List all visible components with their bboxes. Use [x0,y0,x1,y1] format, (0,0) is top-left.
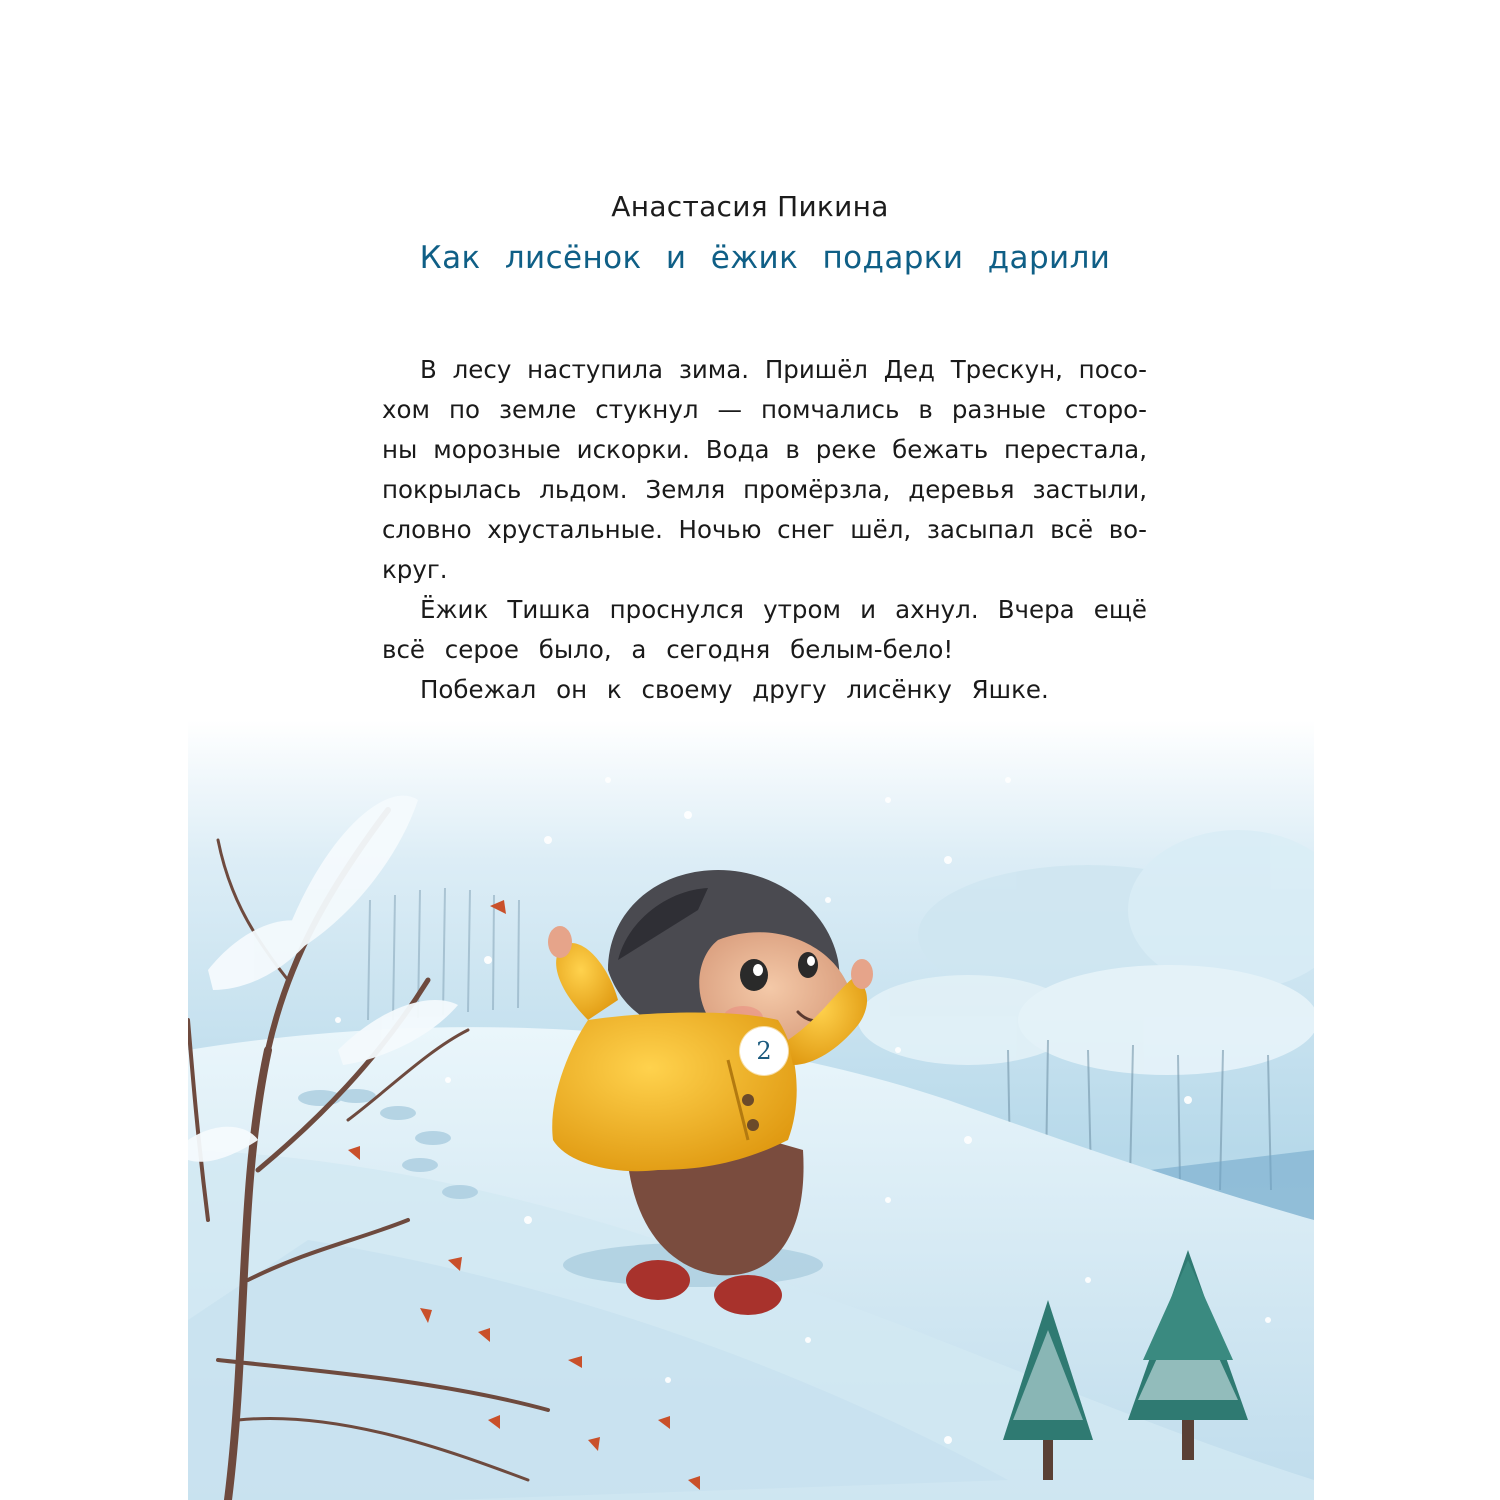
text-line: ны морозные искорки. Вода в реке бежать перестала, [382,435,1147,464]
hedgehog-winter-scene [188,720,1314,1500]
text-line: всё серое было, а сегодня белым-бело! [382,635,954,664]
text-line: покрылась льдом. Земля промёрзла, деревья застыли, [382,475,1147,504]
story-text [382,350,1147,710]
text-line: хом по земле стукнул — помчались в разные сторо- [382,395,1147,424]
story-title: Как лисёнок и ёжик подарки дарили [419,240,1111,276]
text-line: словно хрустальные. Ночью снег шёл, засыпал всё во- [382,515,1147,544]
text-line: Побежал он к своему другу лисёнку Яшке. [420,675,1049,704]
text-line: круг. [382,555,448,584]
page-number: 2 [740,1027,788,1075]
author-name: Анастасия Пикина [611,190,889,223]
text-line: Ёжик Тишка проснулся утром и ахнул. Вчера ещё [420,595,1147,624]
text-line: В лесу наступила зима. Пришёл Дед Трескун, посо- [420,355,1147,384]
winter-illustration [188,720,1314,1500]
